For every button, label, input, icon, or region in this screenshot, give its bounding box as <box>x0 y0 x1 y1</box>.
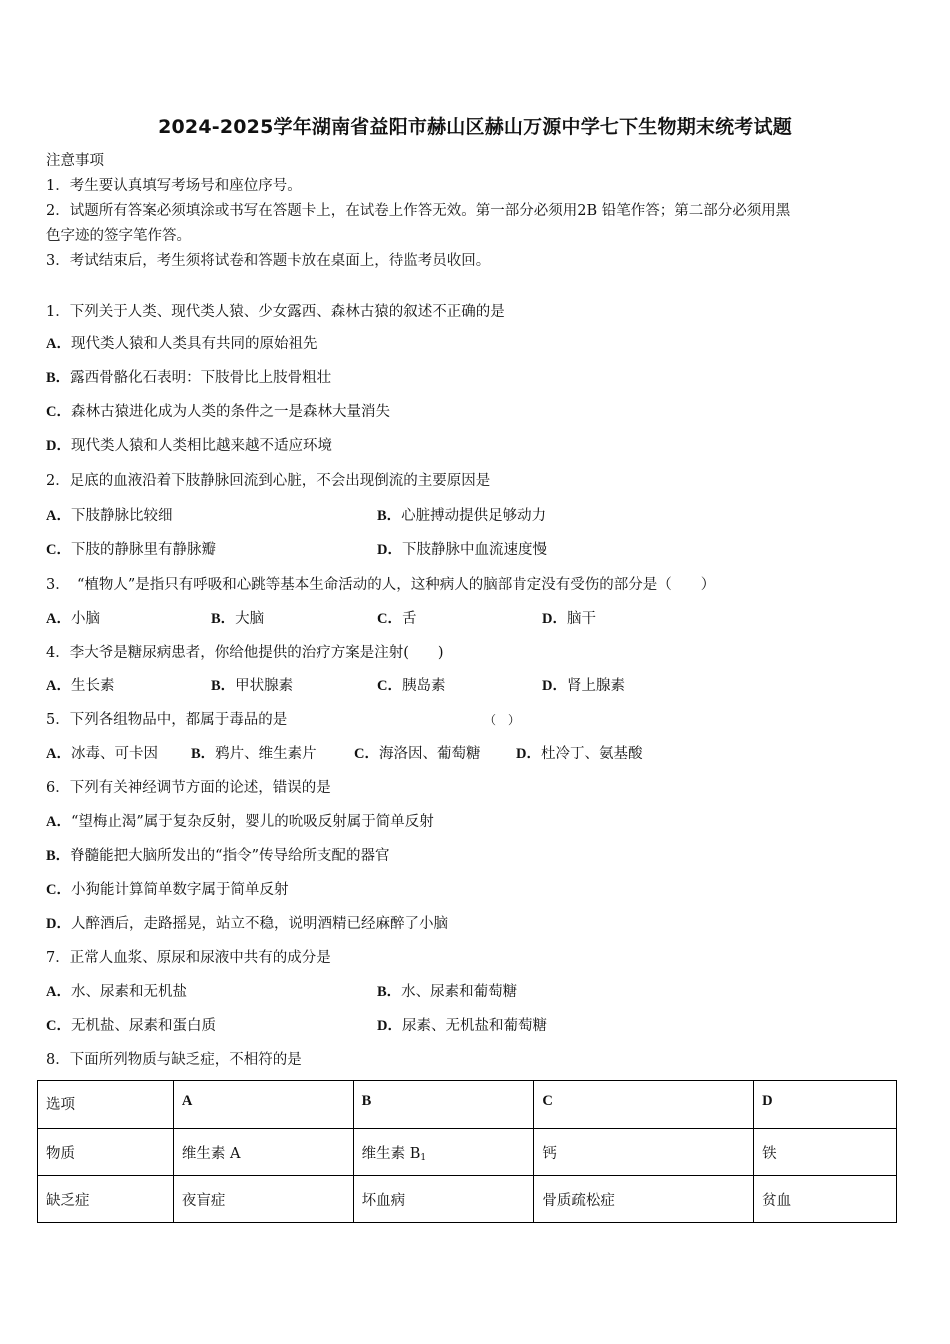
option <box>46 982 187 1002</box>
vitamin-b-label: 维生素 B <box>361 1145 421 1162</box>
option-text: 尿素、无机盐和葡萄糖 <box>401 1018 547 1034</box>
table-cell: 缺乏症 <box>38 1176 174 1223</box>
option <box>377 506 546 526</box>
option <box>377 1016 547 1036</box>
option <box>46 436 332 456</box>
option <box>46 880 288 900</box>
option <box>46 540 216 560</box>
option-text: 人醉酒后，走路摇晃，站立不稳，说明酒精已经麻醉了小脑 <box>70 916 448 932</box>
table-row <box>38 1176 897 1223</box>
option <box>46 334 317 354</box>
option <box>377 609 416 629</box>
option-text: 舌 <box>401 611 417 627</box>
table-cell: 钙 <box>534 1129 754 1176</box>
option <box>211 609 264 629</box>
question-stem: 6．下列有关神经调节方面的论述，错误的是 <box>46 780 331 796</box>
option-letter: C． <box>354 746 379 762</box>
option-text: 肾上腺素 <box>566 678 625 694</box>
option-letter: B． <box>191 746 216 762</box>
option-text: 甲状腺素 <box>235 678 294 694</box>
option-letter: D． <box>542 678 567 694</box>
option-text: 大脑 <box>235 611 265 627</box>
option-text: 生长素 <box>70 678 115 694</box>
option <box>46 1016 216 1036</box>
option <box>377 982 517 1002</box>
table-cell: 贫血 <box>754 1176 897 1223</box>
option-letter: D． <box>516 746 541 762</box>
option <box>191 744 317 764</box>
table-header-row <box>38 1081 897 1129</box>
option-letter: C． <box>46 404 71 420</box>
option-letter: A． <box>46 746 71 762</box>
option-letter: B． <box>377 984 402 1000</box>
option-letter: D． <box>46 438 71 454</box>
option-letter: D． <box>542 611 567 627</box>
notice-item: 色字迹的签字笔作答。 <box>46 228 191 244</box>
option-letter: A． <box>46 984 71 1000</box>
option <box>46 368 331 388</box>
option-text: 鸦片、维生素片 <box>215 746 317 762</box>
table-cell: D <box>754 1081 897 1129</box>
question-stem: 4．李大爷是糖尿病患者，你给他提供的治疗方案是注射( ) <box>46 645 444 661</box>
option-letter: C． <box>46 882 71 898</box>
option <box>46 506 172 526</box>
table-cell: 物质 <box>38 1129 174 1176</box>
notice-heading: 注意事项 <box>46 153 104 169</box>
option-letter: A． <box>46 336 71 352</box>
question-stem: 5．下列各组物品中，都属于毒品的是 <box>46 712 288 728</box>
option-text: 无机盐、尿素和蛋白质 <box>70 1018 216 1034</box>
exam-title: 2024-2025学年湖南省益阳市赫山区赫山万源中学七下生物期末统考试题 <box>158 116 792 138</box>
option-text: 现代类人猿和人类具有共同的原始祖先 <box>70 336 318 352</box>
option-letter: A． <box>46 611 71 627</box>
option-text: “望梅止渴”属于复杂反射，婴儿的吮吸反射属于简单反射 <box>70 814 434 830</box>
option-text: 下肢的静脉里有静脉瓣 <box>70 542 216 558</box>
option-text: 脑干 <box>566 611 596 627</box>
table-cell <box>353 1129 534 1176</box>
notice-item: 1．考生要认真填写考场号和座位序号。 <box>46 178 302 194</box>
option-text: 胰岛素 <box>401 678 446 694</box>
option <box>46 402 390 422</box>
question-stem: 1．下列关于人类、现代类人猿、少女露西、森林古猿的叙述不正确的是 <box>46 304 505 320</box>
option-text: 小狗能计算简单数字属于简单反射 <box>70 882 289 898</box>
option-text: 脊髓能把大脑所发出的“指令”传导给所支配的器官 <box>70 848 390 864</box>
option-letter: D． <box>46 916 71 932</box>
option <box>46 676 114 696</box>
table-cell: 骨质疏松症 <box>534 1176 754 1223</box>
notice-item: 3．考试结束后，考生须将试卷和答题卡放在桌面上，待监考员收回。 <box>46 253 491 269</box>
option-letter: A． <box>46 678 71 694</box>
table-cell: 夜盲症 <box>173 1176 353 1223</box>
option-letter: C． <box>377 611 402 627</box>
option-letter: B． <box>46 848 71 864</box>
option-text: 心脏搏动提供足够动力 <box>401 508 547 524</box>
question-stem: 8．下面所列物质与缺乏症，不相符的是 <box>46 1052 302 1068</box>
option <box>46 812 434 832</box>
option-letter: B． <box>211 611 236 627</box>
option <box>46 744 158 764</box>
option-letter: C． <box>46 1018 71 1034</box>
option-text: 下肢静脉中血流速度慢 <box>401 542 547 558</box>
table-cell: A <box>173 1081 353 1129</box>
question-stem: 7．正常人血浆、原尿和尿液中共有的成分是 <box>46 950 331 966</box>
option <box>354 744 480 764</box>
table-cell: B <box>353 1081 534 1129</box>
option-text: 水、尿素和葡萄糖 <box>401 984 518 1000</box>
option-text: 水、尿素和无机盐 <box>70 984 187 1000</box>
option-text: 杜冷丁、氨基酸 <box>540 746 643 762</box>
option-letter: D． <box>377 1018 402 1034</box>
option-text: 下肢静脉比较细 <box>70 508 173 524</box>
option-letter: C． <box>46 542 71 558</box>
option-letter: A． <box>46 508 71 524</box>
table-cell: C <box>534 1081 754 1129</box>
option-text: 海洛因、葡萄糖 <box>378 746 481 762</box>
option <box>377 540 547 560</box>
option-text: 现代类人猿和人类相比越来越不适应环境 <box>70 438 332 454</box>
option <box>211 676 293 696</box>
option <box>377 676 445 696</box>
table-row <box>38 1129 897 1176</box>
option-letter: A． <box>46 814 71 830</box>
option-text: 森林古猿进化成为人类的条件之一是森林大量消失 <box>70 404 390 420</box>
notice-item: 2．试题所有答案必须填涂或书写在答题卡上，在试卷上作答无效。第一部分必须用2B 铅笔作答；第二部分必须用黑 <box>46 203 791 219</box>
option <box>542 676 625 696</box>
option <box>46 846 390 866</box>
option-text: 小脑 <box>70 611 100 627</box>
subscript: 1 <box>420 1152 427 1163</box>
option-letter: B． <box>211 678 236 694</box>
table-cell: 维生素 A <box>173 1129 353 1176</box>
table-cell: 坏血病 <box>353 1176 534 1223</box>
option <box>516 744 642 764</box>
table-cell: 铁 <box>754 1129 897 1176</box>
option-letter: B． <box>377 508 402 524</box>
table-cell: 选项 <box>38 1081 174 1129</box>
option <box>46 914 448 934</box>
option-letter: D． <box>377 542 402 558</box>
option-letter: B． <box>46 370 71 386</box>
option <box>46 609 100 629</box>
deficiency-table <box>37 1080 897 1223</box>
question-stem: 2．足底的血液沿着下肢静脉回流到心脏，不会出现倒流的主要原因是 <box>46 473 491 489</box>
option-letter: C． <box>377 678 402 694</box>
question-stem: 3． “植物人”是指只有呼吸和心跳等基本生命活动的人，这种病人的脑部肯定没有受伤的部分是（ ） <box>46 577 716 593</box>
option-text: 冰毒、可卡因 <box>70 746 158 762</box>
answer-bracket: （ ） <box>484 713 521 727</box>
option <box>542 609 596 629</box>
option-text: 露西骨骼化石表明：下肢骨比上肢骨粗壮 <box>70 370 332 386</box>
